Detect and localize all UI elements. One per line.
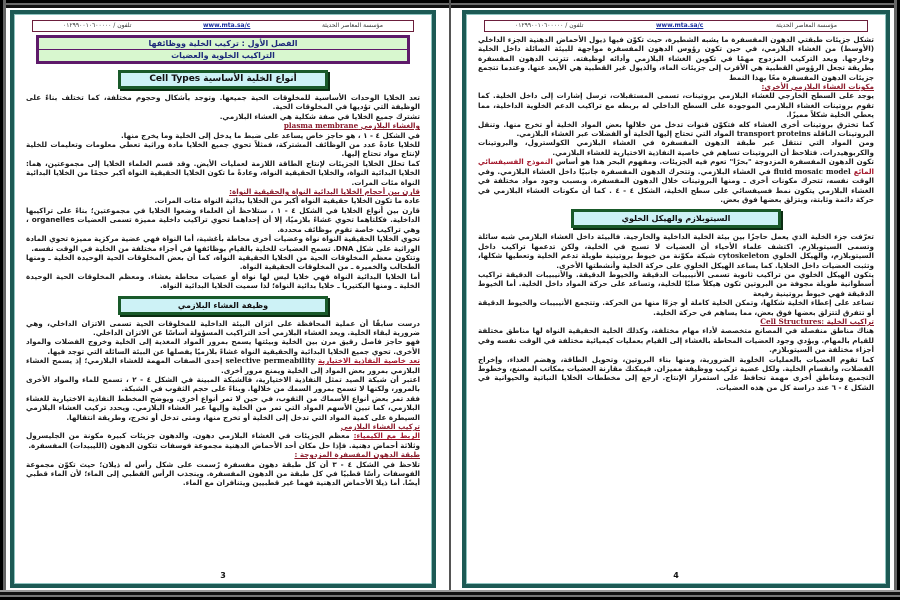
page-number: 3 xyxy=(220,570,226,580)
paragraph: وتتكون معظم المخلوقات الحية من الخلايا الحقيقية النواة، كما أن بعض المخلوقات الحية الوحيدة الخلية ـ ومنها الطحالب والخميرة ـ من المخلوقات الحقيقية النواة. xyxy=(26,252,420,272)
subheading-plasma-membrane: والغشاء البلازمي plasma membrane xyxy=(283,121,420,131)
page-3 xyxy=(10,10,436,588)
paragraph: فهو حاجز فاصل رقيق مرن بين الخلية وبيئتها يسمح بمرور المواد المغذية إلى الخلية وخروج الفضلات والمواد الأخرى. تحوي جميع الخلايا البدائية والحقيقية النواة غشاءً بلازميًا يفصلها عن البيئة السائلة التي توجد فيها. xyxy=(26,337,420,356)
paragraph: في الشكل ٤ - ١ ، هو حاجز خاص يساعد على ضبط ما يدخل إلى الخلية وما يخرج منها. xyxy=(121,130,420,140)
viewer-right-edge xyxy=(894,0,900,600)
viewer-bottom-bar xyxy=(0,590,900,600)
paragraph: اعتبر أن شبكة الصيد تمثل النفاذية الاختيارية، فالشبكة المبينة في الشكل ٤ - ٢ ، تسمح للماء والمواد الأخرى بالمرور، ولكنها لا تسمح بمرور السمك من خلالها. وبناءً على حجم الثقوب في الشبكة. xyxy=(26,374,420,394)
paragraph: هناك مناطق منفصلة في المصانع متخصصة لأداء مهام مختلفة، وكذلك الخلية الحقيقية النواة لها مناطق مختلفة للقيام بالمهام. ويؤدي وجود العضيات المحاطة بالغشاء إلى القيام بعمليات كيميائية مختلفة في الوقت نفسه وفي أجزاء مختلفة من السيتوبلازم. xyxy=(478,326,874,355)
paragraph: يتكون الهيكل الخلوي من تراكيب ثانوية تسمى الأنيبيبات الدقيقة والخيوط الدقيقة. والأنيبيبات الدقيقة تراكيب أسطوانية طويلة مجوفة من البروتين تكون هيكلاً صلبًا للخلية، وتساعد على حركة المواد داخل الخلية. أما الخيوط الدقيقة فهي خيوط بروتينية رفيعة xyxy=(478,269,874,298)
page-header xyxy=(484,20,868,32)
paragraph: كما تخترق بروتينات أخرى الغشاء كله فتكوّن قنوات تدخل من خلالها بعض المواد الخلية أو تخرج منها. وتنقل البروتينات الناقلة transport proteins المواد التي تحتاج إليها الخلية أو الفضلات عبر الغشاء البلازمي. xyxy=(478,119,874,139)
paragraph: درست سابقًا أن عملية المحافظة على اتزان البيئة الداخلية للمخلوقات الحية تسمى الاتزان الداخلي، وهي ضرورية لبقاء الخلية. ويعد الغشاء البلازمي أحد التراكيب المسؤولة أساسًا عن الاتزان الداخلي. xyxy=(26,318,420,337)
subheading-phospholipid-bilayer: طبقة الدهون المفسفرة المزدوجة : xyxy=(294,450,420,460)
page-number: 4 xyxy=(673,570,679,580)
paragraph: عادة ما تكون الخلايا حقيقية النواة أكبر من الخلايا بدائية النواة مئات المرات. xyxy=(154,196,420,206)
paragraph: تكون الدهون المفسفرة المزدوجة "بحرًا" تعوم فيه الجزيئات. ومفهوم البحر هذا هو أساس النموذج الفسيفسائي المائع fluid mosaic model في الغشاء البلازمي. وتتحرك الدهون المفسفرة جانبيًا داخل الغشاء البلازمي. وفي الوقت نفسه، تتحرك مكونات أخرى ـ ومنها البروتينات خلال الدهون المفسفرة. وبسبب وجود مواد مختلفة في الغشاء البلازمي يتكون نمط فسيفسائي على سطح الخلية، الشكل ٤ - ٤ . كما أن مكونات الغشاء البلازمي في حركة دائمة وثابتة، ويتزلق بعضها فوق بعض. xyxy=(478,157,874,204)
paragraph: تساعد على إعطاء الخلية شكلها، وتمكن الخلية كاملة أو جزءًا منها من الحركة. وتتجمع الأنيبيبات والخيوط الدقيقة أو تتفرق لتتزلق بعضها فوق بعض، مما يساهم في حركة الخلية. xyxy=(478,298,874,317)
publisher-name: مؤسسة المعاصر الحديثة xyxy=(775,22,837,30)
chapter-subtitle: التراكيب الخلوية والعضيات xyxy=(39,50,407,61)
paragraph: تعد الخلايا الوحدات الأساسية للمخلوقات الحية جميعها. وتوجد بأشكال وحجوم مختلفة، كما تختلف بناءً على الوظيفة التي تؤديها في المخلوقات الحية. xyxy=(26,93,420,112)
paragraph: الربط مع الكيمياء: معظم الجزيئات في الغشاء البلازمي دهون. والدهون جزيئات كبيرة مكونة من الجليسرول وثلاثة أحماض دهنية. فإذا حل مكان أحد الأحماض الدهنية مجموعة فوسفات تتكون الدهون (الليبيدات) المفسفرة. xyxy=(26,431,420,450)
paragraph: للخلايا عادةً عدد من الوظائف المشتركة، فمثلاً تحوي جميع الخلايا مادة وراثية تعطي معلومات وتعليمات للخلية لإنتاج مواد تحتاج إليها. xyxy=(26,140,420,159)
paragraph: قارن بين أنواع الخلايا في الشكل ٤ - ١ ، ستلاحظ أن العلماء وضعوا الخلايا في مجموعتين؛ بناءً على تراكيبها الداخلية. فكلتاهما تحوي غشاءً بلازميًا، إلا أن إحداهما تحوي تراكيب داخلية مميزة تسمى العضيات organelles ، وهي تراكيب خاصة تقوم بوظائف محددة. xyxy=(26,205,420,234)
subheading-compare-sizes: قارن بين أحجام الخلايا البدائية النواة والحقيقية النواة: xyxy=(229,187,420,197)
chapter-title-box xyxy=(36,35,410,64)
publisher-phone: تلفون / ٠١٢٩٩٠٠١٠٦٠٠٠٠٠ xyxy=(63,22,132,30)
book-spine-divider xyxy=(449,0,451,600)
paragraph: تشكل جزيئات طبقتي الدهون المفسفرة ما يشبه الشطيرة، حيث تكوّن فيها ذيول الأحماض الدهنية الجزء الداخلي (الأوسط) من الغشاء البلازمي، في حين تكون رؤوس الدهون المفسفرة مواجهة للبيئة السائلة داخل الخلية وخارجها. ويعد التركيب المزدوج مهمًا في تكوين الغشاء البلازمي وأدائه لوظيفته. تترتب الدهون المفسفرة بطريقة تجعل الرؤوس القطبية هي الأقرب إلى جزيئات الماء، والذيول غير القطبية هي الأبعد عنها. وعندما تتجمع جزيئات الدهون المفسفرة معًا بهذا النمط xyxy=(478,35,874,82)
chapter-title: الفصل الأول : تركيب الخلية ووظائفها xyxy=(39,38,407,50)
paragraph: تعرّفت جزء الخلية الذي يعمل حاجزًا بين بيئة الخلية الداخلية والخارجية. فالبيئة داخل الغشاء البلازمي شبه سائلة وتسمى السيتوبلازم. اكتشف علماء الأحياء أن العضيات لا تسبح في الخلية، ولكن تدعمها تراكيب داخل السيتوبلازم، والهيكل الخلوي cytoskeleton شبكة مكوّنة من خيوط بروتينية طويلة تدعم الخلية وتعطيها شكلها، وتثبت العضيات داخل الخلايا. كما يساعد الهيكل الخلوي على حركة الخلية وأنشطتها الأخرى. xyxy=(478,232,874,270)
paragraph: تحوي الخلايا الحقيقية النواة نواة وعضيات أخرى محاطة بأغشية، أما النواة فهي عضية مركزية مميزة تحوي المادة الوراثية على شكل DNA. تسمح العضيات للخلية بالقيام بوظائفها في أجزاء مختلفة من الخلية في الوقت نفسه. xyxy=(26,234,420,253)
paragraph: تلاحظ في الشكل ٤ - ٣ أن كل طبقة دهون مفسفرة رُسمت على شكل رأس له ذيلان؛ حيث تكوّن مجموعة الفوسفات رأسًا قطبيًا في كل طبقة من الدهون المفسفرة. وينجذب الرأس القطبي إلى الماء؛ لأن الماء قطبي أيضًا. أما ذيلا الأحماض الدهنية فهما غير قطبيين ويتنافران مع الماء. xyxy=(26,459,420,488)
section-heading-cell-types: أنواع الخلية الأساسية Cell Types xyxy=(118,70,328,89)
viewer-left-edge xyxy=(0,0,6,600)
publisher-name: مؤسسة المعاصر الحديثة xyxy=(321,22,383,30)
subheading-cell-structures: تراكيب الخلية Cell Structures: xyxy=(760,316,874,326)
section-heading-membrane-function: وظيفة الغشاء البلازمي xyxy=(118,296,328,315)
section-heading-cytoplasm: السيتوبلازم والهيكل الخلوي xyxy=(571,209,781,228)
paragraph: يوجد على السطح الخارجي للغشاء البلازمي بروتينات، تسمى المستقبلات، ترسل إشارات إلى داخل الخلية. كما تقوم بروتينات الغشاء البلازمي الموجودة على السطح الداخلي له بربطه مع تراكيب الدعم الخلوية الداخلية، مما يعطي الخلية شكلاً مميزًا. xyxy=(478,91,874,120)
page-header xyxy=(32,20,414,32)
publisher-url-link[interactable]: www.mta.sa/c xyxy=(203,22,251,30)
subheading-other-components: مكونات الغشاء البلازمي الأخرى: xyxy=(761,82,874,92)
paragraph: كما تحلل الخلايا الجزيئات لإنتاج الطاقة اللازمة لعمليات الأيض. وقد قسم العلماء الخلايا إلى مجموعتين، هما: الخلايا البدائية النواة، والخلايا الحقيقية النواة، وعادةً ما تكون الخلايا الحقيقية النواة أكبر حجمًا من الخلايا البدائية النواة مئات المرات. xyxy=(26,158,420,187)
paragraph: تشترك جميع الخلايا في صفة شكلية هي الغشاء البلازمي. xyxy=(219,111,420,121)
paragraph: تعد خاصية النفاذية الاختيارية selective permeability إحدى الصفات المهمة للغشاء البلازمي؛ إذ يسمح الغشاء البلازمي بمرور بعض المواد إلى الخلية ويمنع مرور أخرى. xyxy=(26,356,420,375)
subheading-membrane-structure: تركيب الغشاء البلازمي xyxy=(340,422,420,431)
page-4 xyxy=(462,10,890,588)
paragraph: ومن المواد التي تنتقل عبر طبقة الدهون المفسفرة في الغشاء البلازمي الكولسترول، والبروتينات والكربوهيدرات. فتلاحظ أن البروتينات تساهم في خاصية النفاذية الاختيارية للغشاء البلازمي. xyxy=(478,138,874,157)
paragraph: فقد تمر بعض أنواع الأسماك من الثقوب، في حين لا تمر أنواع أخرى. ويوضح المخطط النفاذية الاختيارية للغشاء البلازمي، كما تبين الأسهم المواد التي تمر من الخلية وإليها عبر الغشاء البلازمي. ويحدد تركيب الغشاء البلازمي السيطرة على كمية المواد التي تدخل إلى الخلية أو تخرج منها، ومتى تدخل أو تخرج، وطريقة انتقالها. xyxy=(26,393,420,422)
paragraph: أما الخلايا البدائية النواة فهي خلايا ليس لها نواة أو عضيات محاطة بغشاء. ومعظم المخلوقات الحية الوحيدة الخلية ـ ومنها البكتيريا ـ خلايا بدائية النواة؛ لذا سميت الخلايا البدائية النواة. xyxy=(26,271,420,291)
paragraph: كما تقوم العضيات بالعمليات الخلوية الضرورية، ومنها بناء البروتين، وتحويل الطاقة، وهضم الغذاء، وإخراج الفضلات، وانقسام الخلية. ولكل عضية تركيب ووظيفة مميزان. فيمكنك مقارنة العضيات بمكاتب المصنع، وخطوط التجميع ومناطق أخرى مهمة تحافظ على استمرار الإنتاج. ارجع إلى مخططات الخلايا النباتية والحيوانية في الشكل ٤ - ٦ عند دراسة كل من هذه العضيات. xyxy=(478,354,874,392)
publisher-url-link[interactable]: www.mta.sa/c xyxy=(656,22,704,30)
publisher-phone: تلفون / ٠١٢٩٩٠٠١٠٦٠٠٠٠٠ xyxy=(515,22,584,30)
